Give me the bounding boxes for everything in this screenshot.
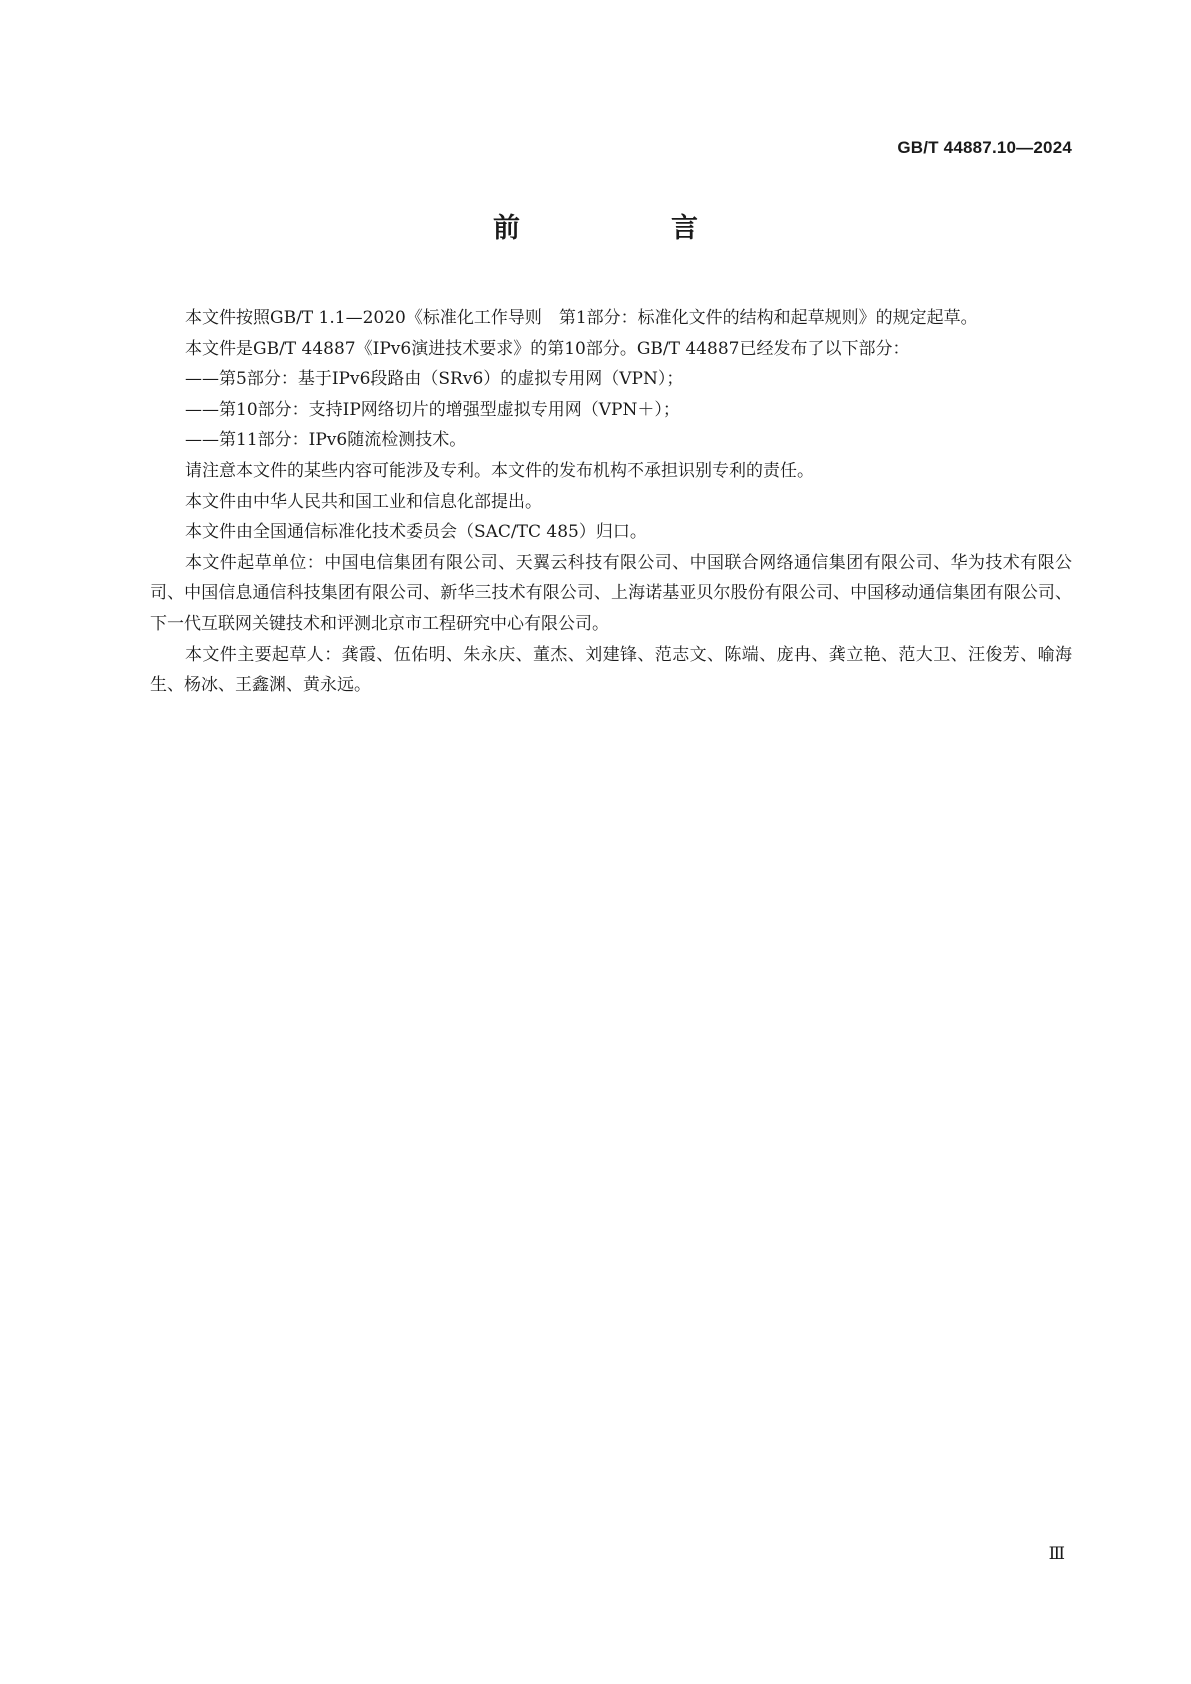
standard-code: GB/T 44887.10—2024 (897, 138, 1072, 157)
list-item-part-11: ——第11部分：IPv6随流检测技术。 (185, 430, 467, 451)
foreword-body (150, 303, 1072, 701)
list-item-part-5: ——第5部分：基于IPv6段路由（SRv6）的虚拟专用网（VPN）； (185, 369, 684, 390)
paragraph-drafting-rules: 本文件按照GB/T 1.1—2020《标准化工作导则 第1部分：标准化文件的结构和起草规则》的规定起草。 (185, 308, 978, 328)
paragraph-patent-notice: 请注意本文件的某些内容可能涉及专利。本文件的发布机构不承担识别专利的责任。 (185, 460, 814, 481)
paragraph-drafters: 本文件主要起草人：龚霞、伍佑明、朱永庆、董杰、刘建锋、范志文、陈端、庞冉、龚立艳、范大卫、汪俊芳、喻海生、杨冰、王鑫渊、黄永远。 (150, 644, 1072, 696)
paragraph-drafting-units: 本文件起草单位：中国电信集团有限公司、天翼云科技有限公司、中国联合网络通信集团有限公司、华为技术有限公司、中国信息通信科技集团有限公司、新华三技术有限公司、上海诺基亚贝尔股份有限公司、中国移动通信集团有限公司、下一代互联网关键技术和评测北京市工程研究中心有限公司。 (150, 552, 1072, 634)
page-title: 前 言 (493, 213, 760, 244)
list-item-part-10: ——第10部分：支持IP网络切片的增强型虚拟专用网（VPN＋）； (185, 399, 680, 420)
paragraph-under-jurisdiction: 本文件由全国通信标准化技术委员会（SAC/TC 485）归口。 (185, 522, 647, 543)
page-number: Ⅲ (1048, 1544, 1065, 1563)
paragraph-series-intro: 本文件是GB/T 44887《IPv6演进技术要求》的第10部分。GB/T 44887已经发布了以下部分： (185, 338, 910, 359)
paragraph-proposed-by: 本文件由中华人民共和国工业和信息化部提出。 (185, 491, 542, 512)
